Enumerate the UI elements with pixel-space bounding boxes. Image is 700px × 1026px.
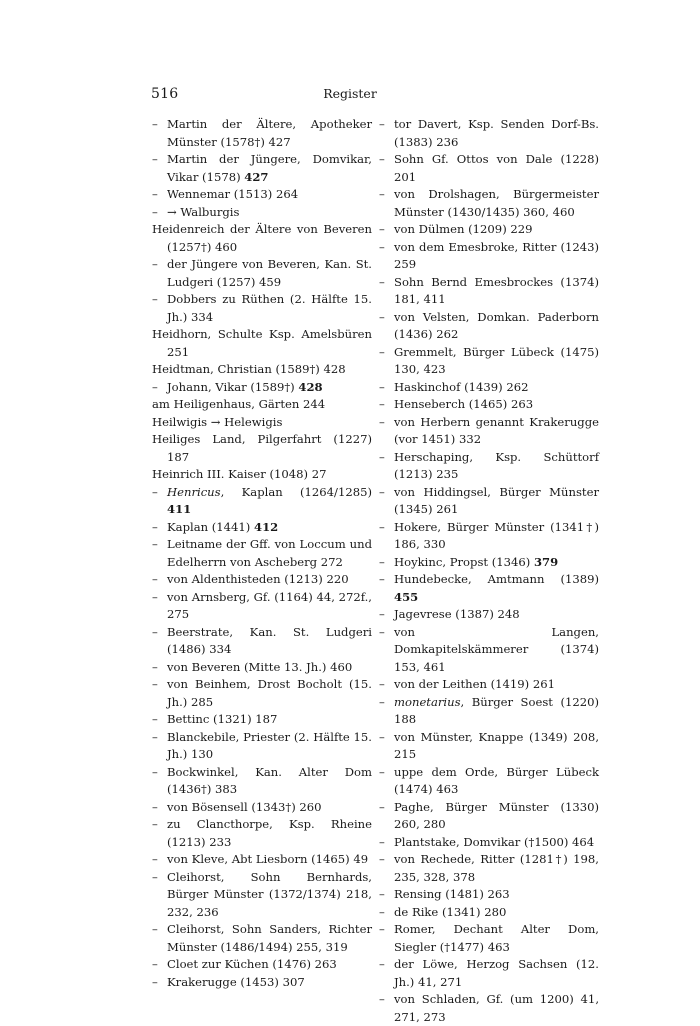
entry-text: Heidtman, Christian (1589†) 428 bbox=[152, 362, 346, 376]
index-subentry bbox=[152, 379, 372, 397]
entry-text: Rensing (1481) 263 bbox=[394, 887, 510, 901]
entry-text: von Herbern genannt Krakerugge (vor 1451) 332 bbox=[394, 414, 599, 446]
entry-text: von Beinhem, Drost Bocholt (15. Jh.) 285 bbox=[167, 677, 372, 709]
entry-text: von Aldenthisteden (1213) 220 bbox=[167, 572, 349, 586]
index-subentry bbox=[152, 816, 372, 851]
entry-text: von Schladen, Gf. (um 1200) 41, 271, 273 bbox=[394, 992, 599, 1024]
index-entry bbox=[152, 326, 372, 361]
entry-text: de Rike (1341) 280 bbox=[394, 904, 507, 919]
index-subentry bbox=[152, 711, 372, 729]
entry-text: der Jüngere von Beveren, Kan. St. Ludgeri (1257) 459 bbox=[167, 257, 372, 289]
entry-text: Heinrich III. Kaiser (1048) 27 bbox=[152, 467, 327, 481]
index-subentry bbox=[379, 886, 599, 904]
entry-text: Blanckebile, Priester (2. Hälfte 15. Jh.) 130 bbox=[167, 729, 372, 761]
index-subentry bbox=[152, 974, 372, 992]
index-subentry bbox=[152, 869, 372, 922]
entry-text: Sohn Bernd Emesbrockes (1374) 181, 411 bbox=[394, 274, 599, 306]
entry-text: Krakerugge (1453) 307 bbox=[167, 974, 305, 989]
entry-text: Heiliges Land, Pilgerfahrt (1227) 187 bbox=[152, 432, 372, 464]
index-subentry bbox=[379, 274, 599, 309]
entry-text: → Walburgis bbox=[167, 204, 240, 219]
entry-text: Sohn Gf. Ottos von Dale (1228) 201 bbox=[394, 152, 599, 184]
index-subentry bbox=[379, 624, 599, 677]
entry-text: , Bürger Soest (1220) 188 bbox=[394, 694, 599, 726]
index-subentry bbox=[152, 571, 372, 589]
index-subentry bbox=[379, 956, 599, 991]
entry-text-italic: monetarius bbox=[394, 694, 461, 709]
index-subentry bbox=[152, 659, 372, 677]
index-subentry bbox=[379, 676, 599, 694]
index-subentry bbox=[152, 536, 372, 571]
index-subentry bbox=[379, 116, 599, 151]
index-subentry bbox=[379, 729, 599, 764]
index-subentry bbox=[152, 764, 372, 799]
index-subentry bbox=[379, 239, 599, 274]
index-entry bbox=[152, 396, 372, 414]
index-subentry bbox=[379, 834, 599, 852]
index-subentry bbox=[152, 799, 372, 817]
index-subentry bbox=[152, 519, 372, 537]
entry-text-italic: Henricus bbox=[167, 484, 221, 499]
entry-text: von Velsten, Domkan. Paderborn (1436) 262 bbox=[394, 309, 599, 341]
entry-text: Haskinchof (1439) 262 bbox=[394, 379, 529, 394]
entry-text: Jagevrese (1387) 248 bbox=[394, 607, 520, 621]
entry-text: Bockwinkel, Kan. Alter Dom (1436†) 383 bbox=[167, 764, 372, 796]
index-subentry bbox=[152, 151, 372, 186]
entry-text: Gremmelt, Bürger Lübeck (1475) 130, 423 bbox=[394, 344, 599, 376]
entry-text: tor Davert, Ksp. Senden Dorf-Bs. (1383) 236 bbox=[394, 117, 599, 149]
entry-text: Plantstake, Domvikar (†1500) 464 bbox=[394, 834, 595, 849]
index-subentry bbox=[379, 571, 599, 606]
index-entry bbox=[152, 221, 372, 256]
entry-text: von Kleve, Abt Liesborn (1465) 49 bbox=[167, 852, 369, 866]
entry-text: Cleihorst, Sohn Bernhards, Bürger Münster (1372/1374) 218, 232, 236 bbox=[167, 869, 372, 919]
index-subentry bbox=[379, 221, 599, 239]
entry-text: Romer, Dechant Alter Dom, Siegler (†1477) 463 bbox=[394, 922, 599, 954]
index-subentry bbox=[152, 729, 372, 764]
entry-text: Martin der Jüngere, Domvikar, Vikar (1578) bbox=[167, 152, 372, 184]
entry-text: von Hiddingsel, Bürger Münster (1345) 261 bbox=[394, 484, 599, 516]
page-reference-bold: 428 bbox=[298, 379, 323, 394]
entry-text: Martin der Ältere, Apotheker Münster (1578†) 427 bbox=[167, 117, 372, 149]
index-subentry bbox=[152, 676, 372, 711]
index-subentry bbox=[379, 606, 599, 624]
index-entry bbox=[152, 466, 372, 484]
index-column-right bbox=[379, 116, 599, 1026]
index-entry bbox=[152, 431, 372, 466]
index-subentry bbox=[152, 484, 372, 519]
index-subentry bbox=[379, 904, 599, 922]
entry-text: Cloet zur Küchen (1476) 263 bbox=[167, 957, 337, 971]
index-subentry bbox=[379, 396, 599, 414]
index-subentry bbox=[379, 379, 599, 397]
entry-text: Johann, Vikar (1589†) bbox=[167, 379, 299, 394]
entry-text: Hundebecke, Amtmann (1389) bbox=[394, 572, 599, 586]
index-subentry bbox=[152, 624, 372, 659]
entry-text: Leitname der Gff. von Loccum und Edelherrn von Ascheberg 272 bbox=[167, 537, 372, 569]
entry-text: von Drolshagen, Bürgermeister Münster (1430/1435) 360, 460 bbox=[394, 187, 599, 219]
entry-text: Heidhorn, Schulte Ksp. Amelsbüren 251 bbox=[152, 327, 372, 359]
page-reference-bold: 412 bbox=[254, 519, 279, 534]
index-subentry bbox=[379, 414, 599, 449]
index-subentry bbox=[152, 851, 372, 869]
index-subentry bbox=[152, 256, 372, 291]
entry-text: Hoykinc, Propst (1346) bbox=[394, 554, 534, 569]
index-subentry bbox=[379, 851, 599, 886]
entry-text: von Bösensell (1343†) 260 bbox=[167, 799, 322, 814]
index-subentry bbox=[379, 186, 599, 221]
index-subentry bbox=[379, 799, 599, 834]
entry-text: Heilwigis → Helewigis bbox=[152, 414, 283, 429]
entry-text: Heidenreich der Ältere von Beveren (1257†) 460 bbox=[152, 222, 372, 254]
index-subentry bbox=[379, 484, 599, 519]
entry-text: , Kaplan (1264/1285) bbox=[220, 484, 372, 499]
page-reference-bold: 411 bbox=[167, 502, 192, 516]
index-subentry bbox=[152, 291, 372, 326]
entry-text: von Rechede, Ritter (1281†) 198, 235, 328, 378 bbox=[394, 852, 599, 884]
entry-text: von Dülmen (1209) 229 bbox=[394, 222, 533, 236]
index-subentry bbox=[152, 921, 372, 956]
running-title: Register bbox=[323, 86, 377, 101]
entry-text: am Heiligenhaus, Gärten 244 bbox=[152, 397, 326, 411]
index-subentry bbox=[379, 991, 599, 1026]
index-entry bbox=[152, 414, 372, 432]
index-subentry bbox=[379, 309, 599, 344]
page-number: 516 bbox=[151, 86, 179, 102]
entry-text: Bettinc (1321) 187 bbox=[167, 712, 278, 726]
entry-text: Beerstrate, Kan. St. Ludgeri (1486) 334 bbox=[167, 624, 372, 656]
entry-text: von dem Emesbroke, Ritter (1243) 259 bbox=[394, 239, 599, 271]
index-subentry bbox=[379, 519, 599, 554]
index-column-left bbox=[152, 116, 372, 991]
entry-text: Wennemar (1513) 264 bbox=[167, 187, 299, 201]
entry-text: von Beveren (Mitte 13. Jh.) 460 bbox=[167, 659, 353, 674]
entry-text: der Löwe, Herzog Sachsen (12. Jh.) 41, 271 bbox=[394, 957, 599, 989]
entry-text: uppe dem Orde, Bürger Lübeck (1474) 463 bbox=[394, 764, 599, 796]
entry-text: Kaplan (1441) bbox=[167, 519, 255, 534]
page-reference-bold: 379 bbox=[533, 554, 559, 569]
entry-text: Paghe, Bürger Münster (1330) 260, 280 bbox=[394, 799, 599, 831]
entry-text: von Münster, Knappe (1349) 208, 215 bbox=[394, 729, 599, 761]
index-subentry bbox=[379, 554, 599, 572]
entry-text: von Arnsberg, Gf. (1164) 44, 272f., 275 bbox=[167, 589, 372, 621]
entry-text: Cleihorst, Sohn Sanders, Richter Münster (1486/1494) 255, 319 bbox=[167, 922, 372, 954]
entry-text: zu Clancthorpe, Ksp. Rheine (1213) 233 bbox=[167, 817, 372, 849]
index-subentry bbox=[152, 186, 372, 204]
index-subentry bbox=[152, 204, 372, 222]
index-entry bbox=[152, 361, 372, 379]
index-subentry bbox=[379, 694, 599, 729]
index-subentry bbox=[379, 764, 599, 799]
index-subentry bbox=[152, 116, 372, 151]
index-subentry bbox=[379, 921, 599, 956]
index-subentry bbox=[152, 589, 372, 624]
entry-text: von der Leithen (1419) 261 bbox=[394, 677, 555, 691]
page-reference-bold: 427 bbox=[244, 169, 269, 184]
index-subentry bbox=[379, 449, 599, 484]
entry-text: von Langen, Domkapitelskämmerer (1374) 153, 461 bbox=[394, 624, 599, 674]
entry-text: Hokere, Bürger Münster (1341†) 186, 330 bbox=[394, 519, 599, 551]
index-subentry bbox=[379, 151, 599, 186]
entry-text: Herschaping, Ksp. Schüttorf (1213) 235 bbox=[394, 449, 599, 481]
entry-text: Dobbers zu Rüthen (2. Hälfte 15. Jh.) 334 bbox=[167, 292, 372, 324]
page-reference-bold: 455 bbox=[394, 589, 419, 604]
index-subentry bbox=[379, 344, 599, 379]
entry-text: Henseberch (1465) 263 bbox=[394, 397, 534, 411]
